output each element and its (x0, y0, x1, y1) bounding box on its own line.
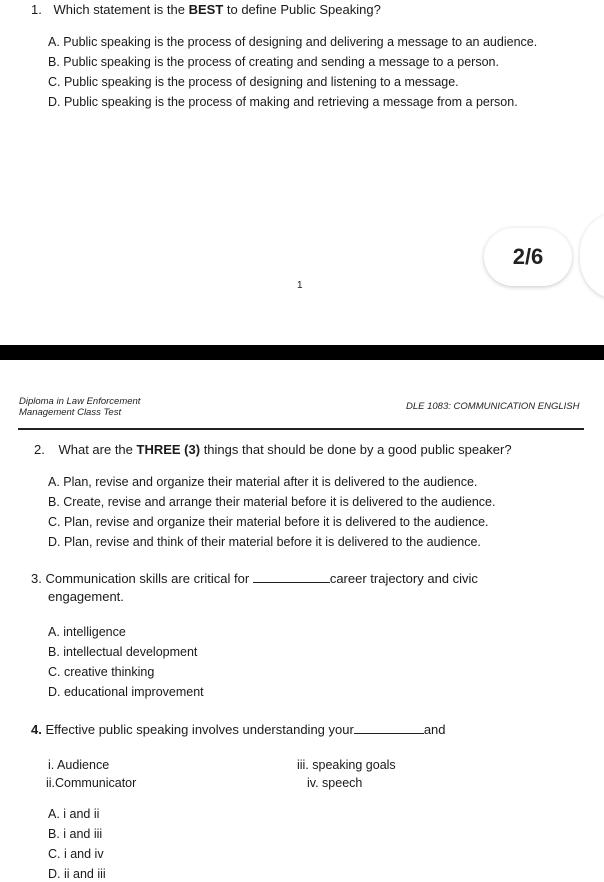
question-text-end: and (423, 722, 446, 737)
question-emphasis: BEST (188, 2, 224, 17)
question-number: 2. (34, 442, 45, 457)
question-1 (31, 2, 381, 17)
floating-action-button[interactable] (580, 212, 604, 300)
q4-item-iii: iii. speaking goals (297, 758, 396, 772)
question-number: 4. (31, 722, 42, 737)
page-separator (0, 345, 604, 360)
page-indicator-label: 2/6 (512, 244, 544, 269)
q4-item-ii: ii.Communicator (46, 776, 137, 790)
question-number: 3. (31, 571, 42, 586)
q4-option-b: B. i and iii (48, 827, 103, 841)
question-text-end: to define Public Speaking? (223, 2, 381, 17)
q2-option-a: A. Plan, revise and organize their material after it is delivered to the audience. (48, 475, 478, 489)
q3-option-c: C. creative thinking (48, 665, 155, 679)
question-emphasis: THREE (3) (136, 442, 201, 457)
document-header-left (19, 396, 140, 418)
question-text-end: things that should be done by a good public speaker? (200, 442, 512, 457)
header-rule (18, 428, 584, 430)
page-number: 1 (297, 280, 303, 291)
q4-option-c: C. i and iv (48, 847, 104, 861)
question-number: 1. (31, 2, 42, 17)
course-code: DLE 1083: COMMUNICATION ENGLISH (406, 401, 580, 412)
q4-item-iv: iv. speech (307, 776, 363, 790)
q1-option-b: B. Public speaking is the process of creating and sending a message to a person. (48, 55, 499, 69)
q1-option-c: C. Public speaking is the process of designing and listening to a message. (48, 75, 459, 89)
question-text: What are the (58, 442, 137, 457)
q2-option-c: C. Plan, revise and organize their material before it is delivered to the audience. (48, 515, 489, 529)
q4-option-d: D. ii and iii (48, 867, 106, 881)
q2-option-b: B. Create, revise and arrange their material before it is delivered to the audience. (48, 495, 496, 509)
question-3-continued: engagement. (48, 589, 124, 604)
q3-option-d: D. educational improvement (48, 685, 204, 699)
q4-option-a: A. i and ii (48, 807, 100, 821)
answer-blank (253, 571, 330, 583)
page-indicator[interactable] (484, 228, 572, 286)
program-name: Diploma in Law Enforcement (19, 396, 141, 407)
answer-blank (354, 722, 424, 734)
question-3 (31, 571, 478, 586)
question-4 (31, 722, 446, 737)
question-2 (34, 442, 512, 457)
q3-option-a: A. intelligence (48, 625, 126, 639)
question-text-end: career trajectory and civic (329, 571, 478, 586)
q3-option-b: B. intellectual development (48, 645, 198, 659)
question-text: Effective public speaking involves understanding your (45, 722, 354, 737)
question-text: Which statement is the (53, 2, 189, 17)
q4-item-i: i. Audience (48, 758, 110, 772)
q1-option-d: D. Public speaking is the process of making and retrieving a message from a person. (48, 95, 518, 109)
test-name: Management Class Test (19, 407, 122, 418)
q2-option-d: D. Plan, revise and think of their material before it is delivered to the audience. (48, 535, 481, 549)
q1-option-a: A. Public speaking is the process of designing and delivering a message to an audience. (48, 35, 538, 49)
question-text: Communication skills are critical for (45, 571, 253, 586)
